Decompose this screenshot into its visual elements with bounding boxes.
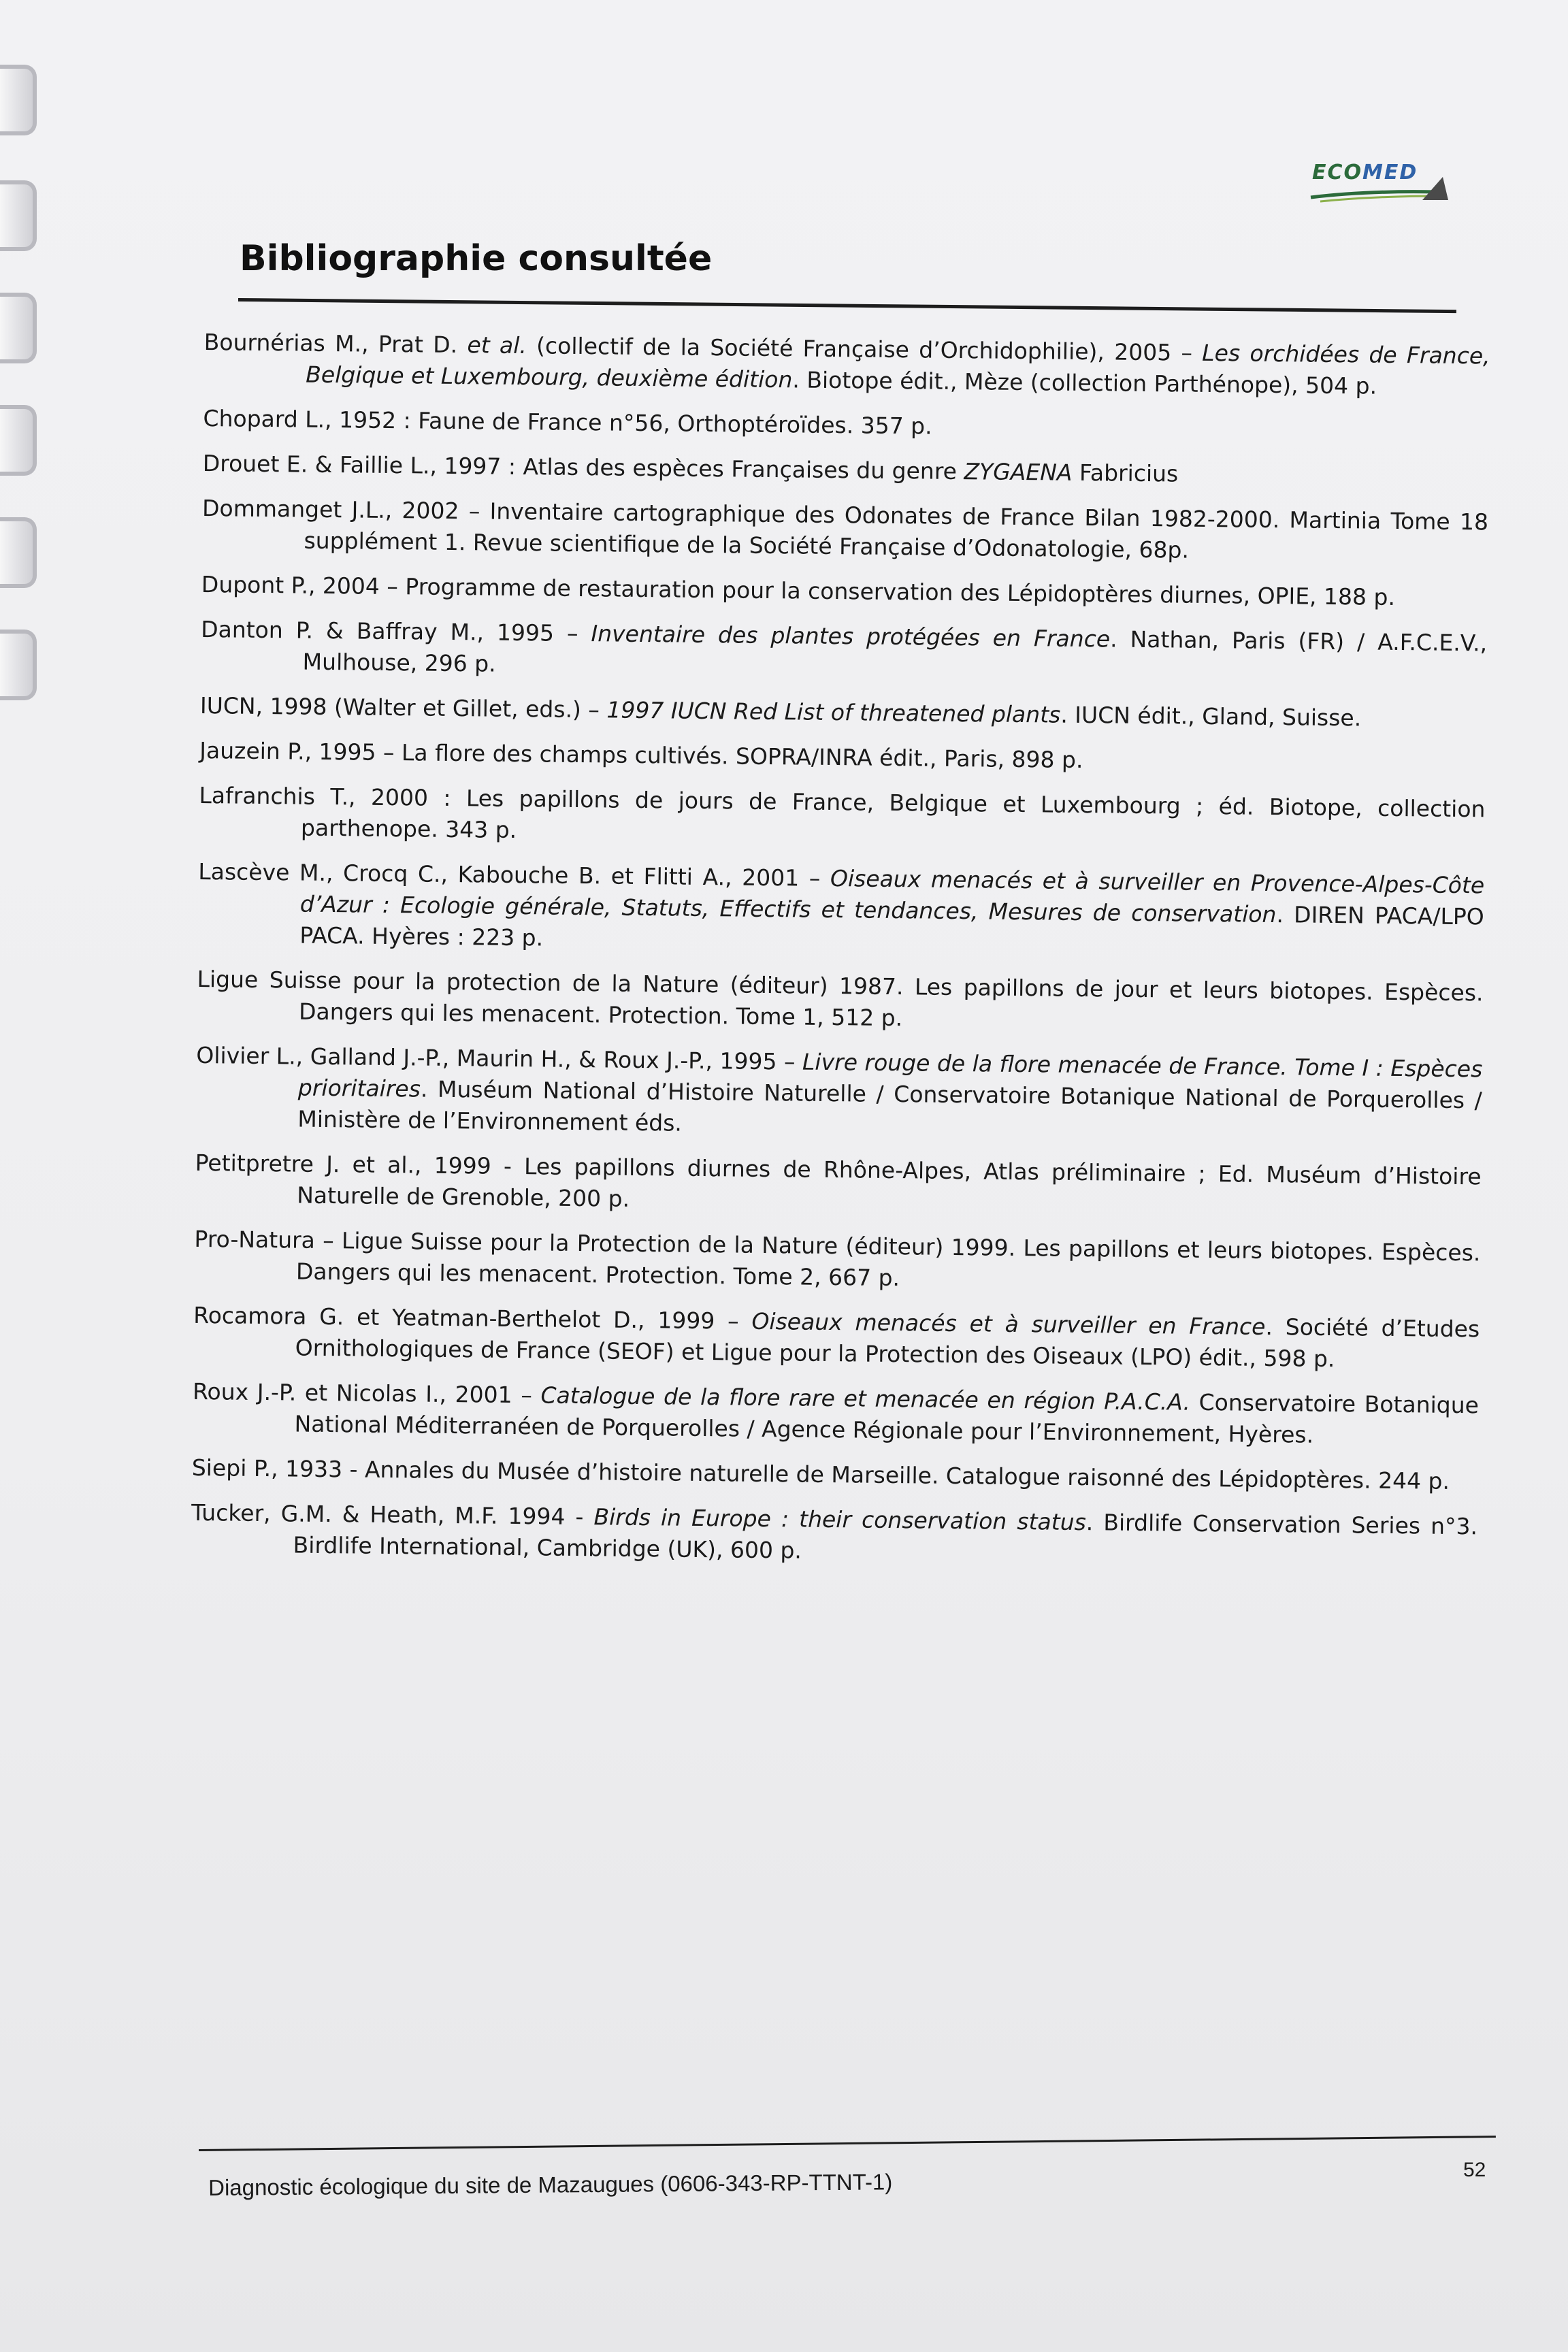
entry-text: Olivier L., Galland J.-P., Maurin H., & Roux J.-P., 1995 – xyxy=(196,1041,803,1075)
entry-text: Chopard L., 1952 : Faune de France n°56, Orthoptéroïdes. 357 p. xyxy=(203,404,932,440)
bibliography-entry xyxy=(203,448,1489,493)
binder-ring xyxy=(0,65,37,135)
entry-text: Danton P. & Baffray M., 1995 – xyxy=(200,615,591,647)
binder-ring xyxy=(0,630,37,700)
logo-text-med: MED xyxy=(1362,161,1418,184)
entry-text: Lafranchis T., 2000 : Les papillons de jours de France, Belgique et Luxembourg ; éd. Biotope, collection parthenope. 343 p. xyxy=(199,781,1486,844)
entry-title-italic: Oiseaux menacés et à surveiller en France xyxy=(751,1307,1266,1340)
entry-text: Siepi P., 1933 - Annales du Musée d’histoire naturelle de Marseille. Catalogue raisonné des Lépidoptères. 244 p. xyxy=(191,1454,1450,1494)
binder-ring xyxy=(0,517,37,588)
entry-text: . Birdlife Conservation Series n°3. Birdlife International, Cambridge (UK), 600 p. xyxy=(293,1509,1478,1564)
entry-text: Fabricius xyxy=(1072,459,1179,487)
entry-text: . Société d’Etudes Ornithologiques de France (SEOF) et Ligue pour la Protection des Oiseaux (LPO) édit., 598 p. xyxy=(295,1313,1480,1373)
entry-title-italic: Oiseaux menacés et à surveiller en Provence-Alpes-Côte d’Azur : Ecologie générale, Statuts, Effectifs et tendances, Mesures de conservation xyxy=(299,865,1485,928)
page-title: Bibliographie consultée xyxy=(240,238,713,279)
entry-text: Rocamora G. et Yeatman-Berthelot D., 1999 – xyxy=(193,1301,752,1335)
logo-text-eco: ECO xyxy=(1312,161,1363,184)
bibliography-entry xyxy=(191,1497,1477,1573)
entry-text: Drouet E. & Faillie L., 1997 : Atlas des espèces Françaises du genre xyxy=(202,449,964,485)
entry-title-italic: Inventaire des plantes protégées en France xyxy=(591,620,1111,653)
entry-text: Lascève M., Crocq C., Kabouche B. et Flitti A., 2001 – xyxy=(198,858,831,892)
bibliography-list xyxy=(191,327,1490,1587)
entry-title-italic: 1997 IUCN Red List of threatened plants xyxy=(606,696,1061,728)
bibliography-entry xyxy=(197,964,1484,1040)
ecomed-logo xyxy=(1307,155,1456,210)
entry-text: . Muséum National d’Histoire Naturelle / Conservatoire Botanique National de Porquerolles / Ministère de l’Environnement éds. xyxy=(297,1075,1483,1137)
entry-title-italic: Birds in Europe : their conservation status xyxy=(593,1503,1087,1536)
logo-swoosh-icon xyxy=(1307,176,1456,210)
binder-ring xyxy=(0,180,37,251)
entry-text: IUCN, 1998 (Walter et Gillet, eds.) – xyxy=(199,691,607,723)
bibliography-entry xyxy=(192,1376,1479,1452)
entry-text: Roux J.-P. et Nicolas I., 2001 – xyxy=(192,1377,541,1409)
bibliography-entry xyxy=(194,1224,1481,1300)
binder-rings xyxy=(0,0,48,749)
footer-rule xyxy=(199,2136,1496,2151)
bibliography-entry xyxy=(193,1300,1480,1376)
entry-text: Jauzein P., 1995 – La flore des champs cultivés. SOPRA/INRA édit., Paris, 898 p. xyxy=(199,736,1083,774)
binder-ring xyxy=(0,405,37,476)
bibliography-entry xyxy=(195,1040,1482,1147)
bibliography-entry xyxy=(203,403,1489,448)
entry-text: Pro-Natura – Ligue Suisse pour la Protection de la Nature (éditeur) 1999. Les papillons et leurs biotopes. Espèces. Dangers qui les menacent. Protection. Tome 2, 667 p. xyxy=(194,1225,1481,1292)
entry-title-italic: ZYGAENA xyxy=(964,458,1073,486)
entry-text: Bournérias M., Prat D. xyxy=(203,328,468,359)
entry-title-italic: Livre rouge de la flore menacée de France. Tome I : Espèces prioritaires xyxy=(297,1048,1483,1102)
bibliography-entry xyxy=(200,614,1487,690)
entry-text: . Nathan, Paris (FR) / A.F.C.E.V., Mulhouse, 296 p. xyxy=(302,625,1488,677)
entry-text: Conservatoire Botanique National Méditerranéen de Porquerolles / Agence Régionale pour l’Environnement, Hyères. xyxy=(294,1388,1480,1448)
entry-text: . DIREN PACA/LPO PACA. Hyères : 223 p. xyxy=(299,901,1484,951)
bibliography-entry xyxy=(200,690,1486,735)
page-number: 52 xyxy=(1463,2159,1486,2181)
bibliography-entry xyxy=(192,1452,1478,1497)
entry-text: (collectif de la Société Française d’Orchidophilie), 2005 – xyxy=(526,332,1203,366)
entry-text: Ligue Suisse pour la protection de la Nature (éditeur) 1987. Les papillons de jour et leurs biotopes. Espèces. Dangers qui les menacent. Protection. Tome 1, 512 p. xyxy=(197,965,1484,1032)
entry-text: . IUCN édit., Gland, Suisse. xyxy=(1060,701,1362,732)
bibliography-entry xyxy=(201,493,1488,569)
entry-text: Tucker, G.M. & Heath, M.F. 1994 - xyxy=(191,1499,594,1531)
entry-title-italic: Catalogue de la flore rare et menacée en région P.A.C.A. xyxy=(540,1382,1191,1416)
entry-title-italic: Les orchidées de France, Belgique et Luxembourg, deuxième édition xyxy=(306,339,1490,393)
bibliography-entry xyxy=(201,569,1488,614)
entry-text: Dommanget J.L., 2002 – Inventaire cartographique des Odonates de France Bilan 1982-2000. Martinia Tome 18 supplément 1. Revue scientifique de la Société Française d’Odonatologie, 68p. xyxy=(201,494,1489,564)
bibliography-entry xyxy=(199,735,1486,780)
bibliography-entry xyxy=(199,780,1486,856)
entry-text: Dupont P., 2004 – Programme de restauration pour la conservation des Lépidoptères diurnes, OPIE, 188 p. xyxy=(201,570,1396,610)
binder-ring xyxy=(0,293,37,363)
entry-text: . Biotope édit., Mèze (collection Parthénope), 504 p. xyxy=(792,366,1377,399)
bibliography-entry xyxy=(195,1147,1482,1224)
entry-text: Petitpretre J. et al., 1999 - Les papillons diurnes de Rhône-Alpes, Atlas préliminaire ; Ed. Muséum d’Histoire Naturelle de Grenoble, 200 p. xyxy=(195,1149,1482,1212)
title-underline xyxy=(238,298,1456,313)
entry-title-italic: et al. xyxy=(467,331,527,359)
bibliography-entry xyxy=(203,327,1490,403)
bibliography-entry xyxy=(197,856,1484,964)
footer-document-reference: Diagnostic écologique du site de Mazaugues (0606-343-RP-TTNT-1) xyxy=(208,2169,893,2200)
